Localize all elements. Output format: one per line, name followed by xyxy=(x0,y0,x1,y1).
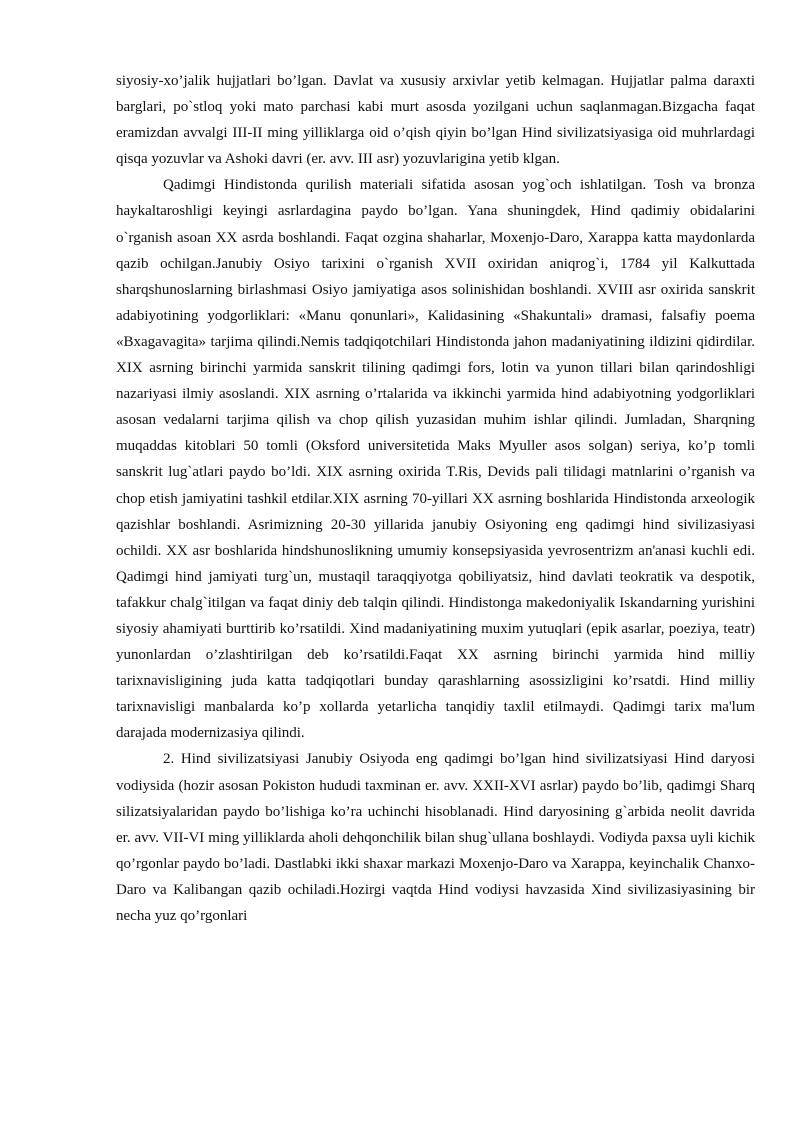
paragraph-1: siyosiy-xo’jalik hujjatlari bo’lgan. Davlat va xususiy arxivlar yetib kelmagan. Hujjatlar palma daraxti barglari, po`stloq yoki mato parchasi kabi murt asosda yozilgani uchun saqlanmagan.Bizgacha faqat eramizdan avvalgi III-II ming yilliklarga oid o’qish qiyin bo’lgan Hind sivilizatsiyasiga oid muhrlardagi qisqa yozuvlar va Ashoki davri (er. avv. III asr) yozuvlarigina yetib klgan. xyxy=(116,73,755,168)
paragraph-2: Qadimgi Hindistonda qurilish materiali sifatida asosan yog`och ishlatilgan. Tosh va bronza haykaltaroshligi keyingi asrlardagina paydo bo’lgan. Yana shuningdek, Hind qadimiy obidalarini o`rganish asoan XX asrda boshlandi. Faqat ozgina shaharlar, Moxenjo-Daro, Xarappa katta maydonlarda qazib ochilgan.Janubiy Osiyo tarixini o`rganish XVII oxiridan aniqrog`i, 1784 yil Kalkuttada sharqshunoslarning birlashmasi Osiyo jamiyatiga asos solinishidan boshlandi. XVIII asr oxirida sanskrit adabiyotining yodgorliklari: «Manu qonunlari», Kalidasining «Shakuntali» dramasi, falsafiy poema «Bxagavagita» tarjima qilindi.Nemis tadqiqotchilari Hindistonda jahon madaniyatining ildizini qidirdilar. XIX asrning birinchi yarmida sanskrit tilining qadimgi fors, lotin va yunon tillari bilan qarindoshligi nazariyasi ilmiy asoslandi. XIX asrning o’rtalarida va ikkinchi yarmida hind adabiyotning yodgorliklari asosan vedalarni tarjima qilish va chop qilish yuzasidan muhim ishlar qilindi. Jumladan, Sharqning muqaddas kitoblari 50 tomli (Oksford universitetida Maks Myuller asos solgan) seriya, ko’p tomli sanskrit lug`atlari paydo bo’ldi. XIX asrning oxirida T.Ris, Devids pali tilidagi matnlarini o’rganish va chop etish jamiyatini tashkil etdilar.XIX asrning 70-yillari XX asrning boshlarida Hindistonda arxeologik qazishlar boshlandi. Asrimizning 20-30 yillarida janubiy Osiyoning eng qadimgi hind sivilizasiyasi ochildi. XX asr boshlarida hindshunoslikning umumiy konsepsiyasida yevrosentrizm an'anasi kuchli edi. Qadimgi hind jamiyati turg`un, mustaqil taraqqiyotga qobiliyatsiz, hind davlati teokratik va despotik, tafakkur chalg`itilgan va faqat diniy deb talqin qilindi. Hindistonga makedoniyalik Iskandarning yurishini siyosiy ahamiyati burttirib ko’rsatildi. Xind madaniyatining muxim yutuqlari (epik asarlar, poeziya, teatr) yunonlardan o’zlashtirilgan deb ko’rsatildi.Faqat XX asrning birinchi yarmida hind milliy tarixnavisligining juda katta tadqiqotlari bunday qarashlarning asossizligini ko’rsatdi. Hind milliy tarixnavisligi manbalarda ko’p xollarda yetarlicha tanqidiy taxlil etilmaydi. Qadimgi tarix ma'lum darajada modernizasiya qilindi. xyxy=(116,177,755,742)
paragraph-3: 2. Hind sivilizatsiyasi Janubiy Osiyoda eng qadimgi bo’lgan hind sivilizatsiyasi Hind daryosi vodiysida (hozir asosan Pokiston hududi taxminan er. avv. XXII-XVI asrlar) paydo bo’lib, qadimgi Sharq silizatsiyalaridan paydo bo’lishiga ko’ra uchinchi hisoblanadi. Hind daryosining g`arbida neolit davrida er. avv. VII-VI ming yilliklarda aholi dehqonchilik bilan shug`ullana boshlaydi. Vodiyda paxsa uyli kichik qo’rgonlar paydo bo’ladi. Dastlabki ikki shaxar markazi Moxenjo-Daro va Xarappa, keyinchalik Chanxo-Daro va Kalibangan qazib ochiladi.Hozirgi vaqtda Hind vodiysi havzasida Xind sivilizasiyasining bir necha yuz qo’rgonlari xyxy=(116,751,755,924)
document-page xyxy=(116,68,755,929)
